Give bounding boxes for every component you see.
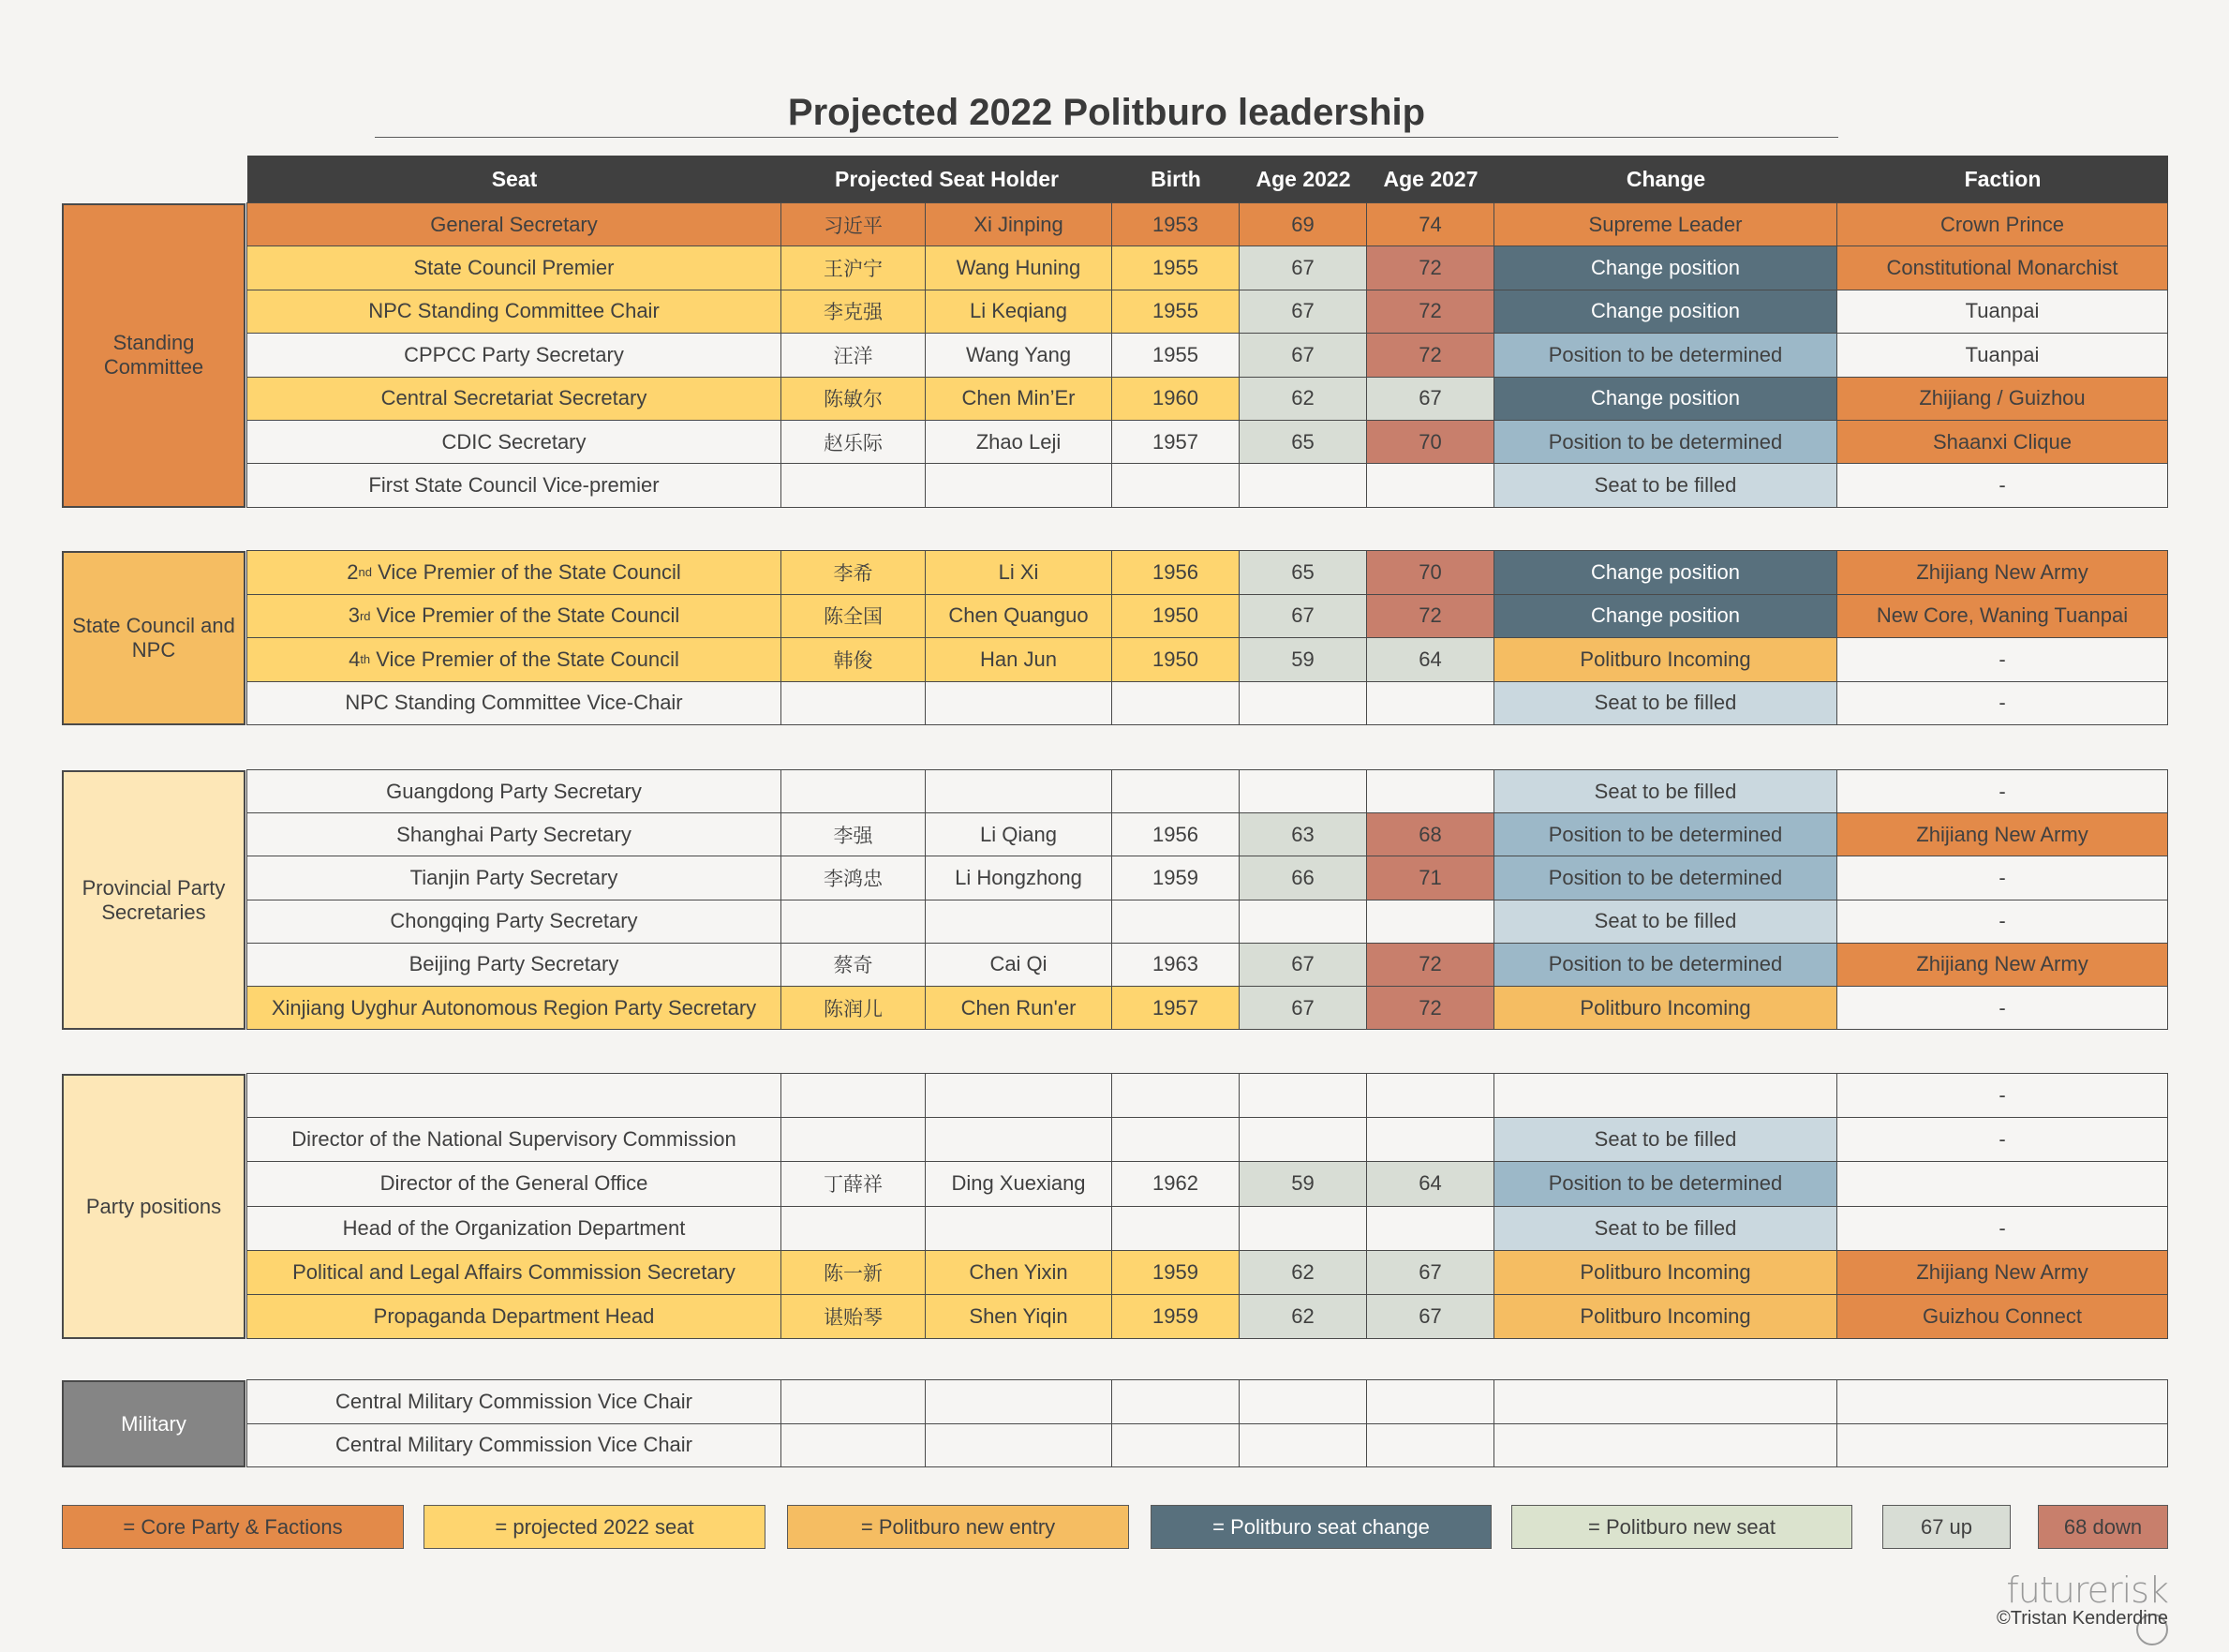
legend-item: = projected 2022 seat	[424, 1505, 765, 1549]
cell-faction: -	[1836, 769, 2168, 813]
table-row	[247, 900, 2168, 944]
cell-age-2027: 68	[1366, 812, 1494, 856]
cell-age-2022	[1239, 1073, 1367, 1118]
cell-birth: 1955	[1111, 333, 1240, 377]
legend-item: = Politburo seat change	[1151, 1505, 1492, 1549]
cell-age-2027: 74	[1366, 202, 1494, 246]
cell-seat: Political and Legal Affairs Commission Secretary	[246, 1250, 781, 1295]
cell-name-chinese: 李克强	[780, 290, 926, 334]
cell-age-2022	[1239, 769, 1367, 813]
cell-age-2027	[1366, 900, 1494, 944]
cell-age-2027: 71	[1366, 856, 1494, 900]
table-row	[247, 334, 2168, 377]
cell-seat: General Secretary	[246, 202, 781, 246]
cell-seat: Tianjin Party Secretary	[246, 856, 781, 900]
cell-age-2022: 65	[1239, 420, 1367, 464]
cell-age-2027: 72	[1366, 290, 1494, 334]
cell-age-2022: 67	[1239, 333, 1367, 377]
cell-birth: 1962	[1111, 1161, 1240, 1206]
cell-name-english: Han Jun	[925, 637, 1112, 682]
cell-name-chinese: 谌贻琴	[780, 1294, 926, 1339]
cell-name-chinese	[780, 1423, 926, 1468]
cell-name-chinese	[780, 1379, 926, 1424]
cell-change: Change position	[1493, 246, 1837, 290]
header-seat: Seat	[491, 167, 538, 191]
cell-age-2027	[1366, 463, 1494, 507]
cell-name-chinese	[780, 769, 926, 813]
table-row	[247, 770, 2168, 813]
cell-age-2027	[1366, 1117, 1494, 1162]
cell-age-2027	[1366, 1073, 1494, 1118]
cell-name-chinese: 汪洋	[780, 333, 926, 377]
cell-age-2022: 67	[1239, 986, 1367, 1030]
cell-name-chinese: 王沪宁	[780, 246, 926, 290]
cell-name-english	[925, 463, 1112, 507]
cell-change: Seat to be filled	[1493, 1206, 1837, 1251]
cell-name-english: Zhao Leji	[925, 420, 1112, 464]
header-change: Change	[1626, 167, 1706, 191]
cell-age-2027	[1366, 1423, 1494, 1468]
cell-seat: Beijing Party Secretary	[246, 943, 781, 987]
group-label: Provincial Party Secretaries	[62, 770, 245, 1030]
cell-change: Seat to be filled	[1493, 900, 1837, 944]
cell-name-chinese: 丁薛祥	[780, 1161, 926, 1206]
cell-name-english: Ding Xuexiang	[925, 1161, 1112, 1206]
cell-faction	[1836, 1161, 2168, 1206]
cell-birth: 1953	[1111, 202, 1240, 246]
cell-birth: 1955	[1111, 246, 1240, 290]
cell-age-2027	[1366, 681, 1494, 726]
cell-name-english: Li Xi	[925, 550, 1112, 595]
ordinal: 2	[347, 559, 359, 584]
cell-age-2027	[1366, 1206, 1494, 1251]
cell-age-2022: 62	[1239, 1294, 1367, 1339]
cell-seat	[246, 594, 781, 639]
cell-birth: 1956	[1111, 812, 1240, 856]
legend-item: = Core Party & Factions	[62, 1505, 404, 1549]
cell-birth	[1111, 1117, 1240, 1162]
cell-change: Change position	[1493, 377, 1837, 421]
group-label: Military	[62, 1380, 245, 1467]
cell-age-2027: 67	[1366, 1294, 1494, 1339]
cell-name-chinese: 李强	[780, 812, 926, 856]
group-provincial-party-secretaries	[62, 770, 2168, 1030]
cell-birth: 1957	[1111, 986, 1240, 1030]
cell-faction: Zhijiang New Army	[1836, 550, 2168, 595]
cell-age-2022: 67	[1239, 246, 1367, 290]
cell-age-2027	[1366, 769, 1494, 813]
cell-age-2022: 65	[1239, 550, 1367, 595]
cell-change	[1493, 1379, 1837, 1424]
legend-item: 68 down	[2038, 1505, 2168, 1549]
cell-name-chinese: 陈敏尔	[780, 377, 926, 421]
page-title: Projected 2022 Politburo leadership	[375, 86, 1838, 138]
cell-name-english: Wang Yang	[925, 333, 1112, 377]
ordinal: 4	[349, 647, 361, 671]
cell-age-2022: 67	[1239, 943, 1367, 987]
cell-name-english	[925, 1117, 1112, 1162]
group-standing-committee	[62, 203, 2168, 508]
table-row	[247, 1424, 2168, 1468]
cell-name-chinese: 韩俊	[780, 637, 926, 682]
cell-change: Seat to be filled	[1493, 1117, 1837, 1162]
cell-change: Position to be determined	[1493, 420, 1837, 464]
cell-name-english: Li Keqiang	[925, 290, 1112, 334]
table-row	[247, 1251, 2168, 1295]
cell-change: Politburo Incoming	[1493, 986, 1837, 1030]
cell-faction: Zhijiang / Guizhou	[1836, 377, 2168, 421]
legend-item: 67 up	[1882, 1505, 2011, 1549]
cell-faction: -	[1836, 1117, 2168, 1162]
cell-seat: Xinjiang Uyghur Autonomous Region Party Secretary	[246, 986, 781, 1030]
cell-age-2022: 59	[1239, 1161, 1367, 1206]
cell-name-english: Wang Huning	[925, 246, 1112, 290]
cell-faction: -	[1836, 1206, 2168, 1251]
header-faction: Faction	[1964, 167, 2042, 191]
cell-age-2027: 70	[1366, 420, 1494, 464]
cell-change: Position to be determined	[1493, 943, 1837, 987]
cell-birth: 1963	[1111, 943, 1240, 987]
cell-change: Change position	[1493, 290, 1837, 334]
header-seat-holder: Projected Seat Holder	[834, 167, 1060, 191]
cell-name-chinese: 赵乐际	[780, 420, 926, 464]
cell-faction: -	[1836, 986, 2168, 1030]
cell-faction: Zhijiang New Army	[1836, 943, 2168, 987]
cell-age-2022	[1239, 900, 1367, 944]
header-age-2027: Age 2027	[1383, 167, 1479, 191]
table-row	[247, 944, 2168, 987]
cell-seat: Central Secretariat Secretary	[246, 377, 781, 421]
cell-seat: Director of the General Office	[246, 1161, 781, 1206]
cell-seat: CPPCC Party Secretary	[246, 333, 781, 377]
cell-faction: Shaanxi Clique	[1836, 420, 2168, 464]
cell-name-english	[925, 1379, 1112, 1424]
cell-seat	[246, 1073, 781, 1118]
table-row	[247, 856, 2168, 900]
legend-item: = Politburo new seat	[1511, 1505, 1852, 1549]
cell-seat: NPC Standing Committee Vice-Chair	[246, 681, 781, 726]
table-row	[247, 1074, 2168, 1118]
cell-name-chinese: 李鸿忠	[780, 856, 926, 900]
cell-age-2022	[1239, 1423, 1367, 1468]
cell-name-chinese	[780, 463, 926, 507]
cell-seat: Propaganda Department Head	[246, 1294, 781, 1339]
futurerisk-logo	[1994, 1570, 2168, 1611]
cell-age-2027: 64	[1366, 1161, 1494, 1206]
group-party-positions	[62, 1074, 2168, 1339]
cell-age-2027: 70	[1366, 550, 1494, 595]
table-row	[247, 246, 2168, 290]
cell-age-2022	[1239, 681, 1367, 726]
cell-name-english: Li Qiang	[925, 812, 1112, 856]
cell-change	[1493, 1423, 1837, 1468]
cell-age-2022: 67	[1239, 290, 1367, 334]
cell-age-2027: 67	[1366, 377, 1494, 421]
cell-age-2022: 66	[1239, 856, 1367, 900]
cell-birth: 1955	[1111, 290, 1240, 334]
cell-seat: Guangdong Party Secretary	[246, 769, 781, 813]
table-row	[247, 987, 2168, 1030]
header-age-2022: Age 2022	[1256, 167, 1351, 191]
table-row	[247, 1380, 2168, 1424]
ordinal-suffix: rd	[359, 608, 371, 623]
cell-name-chinese	[780, 1206, 926, 1251]
table-row	[247, 1118, 2168, 1162]
cell-name-english: Shen Yiqin	[925, 1294, 1112, 1339]
cell-change: Seat to be filled	[1493, 681, 1837, 726]
cell-seat: Central Military Commission Vice Chair	[246, 1423, 781, 1468]
cell-change: Politburo Incoming	[1493, 637, 1837, 682]
ordinal-suffix: th	[360, 652, 371, 667]
cell-name-english	[925, 1423, 1112, 1468]
cell-seat: Head of the Organization Department	[246, 1206, 781, 1251]
cell-birth: 1960	[1111, 377, 1240, 421]
cell-faction: Tuanpai	[1836, 333, 2168, 377]
cell-name-english	[925, 1206, 1112, 1251]
cell-age-2027: 72	[1366, 943, 1494, 987]
cell-faction: -	[1836, 1073, 2168, 1118]
logo-text: futurerisk	[2006, 1570, 2168, 1611]
cell-seat: Director of the National Supervisory Commission	[246, 1117, 781, 1162]
cell-name-english	[925, 769, 1112, 813]
cell-age-2022: 63	[1239, 812, 1367, 856]
seat-text: Vice Premier of the State Council	[370, 603, 680, 628]
cell-birth	[1111, 1073, 1240, 1118]
cell-faction: -	[1836, 900, 2168, 944]
cell-faction: Zhijiang New Army	[1836, 812, 2168, 856]
cell-seat: First State Council Vice-premier	[246, 463, 781, 507]
cell-name-english: Cai Qi	[925, 943, 1112, 987]
cell-birth	[1111, 1423, 1240, 1468]
cell-faction: -	[1836, 681, 2168, 726]
cell-faction: -	[1836, 463, 2168, 507]
cell-faction: -	[1836, 637, 2168, 682]
cell-name-english: Chen Run'er	[925, 986, 1112, 1030]
cell-age-2022	[1239, 1206, 1367, 1251]
table-row	[247, 203, 2168, 246]
cell-name-english: Chen Yixin	[925, 1250, 1112, 1295]
table-row	[247, 595, 2168, 639]
cell-faction: Tuanpai	[1836, 290, 2168, 334]
cell-change	[1493, 1073, 1837, 1118]
cell-birth	[1111, 1206, 1240, 1251]
table-row	[247, 421, 2168, 464]
cell-change: Position to be determined	[1493, 812, 1837, 856]
cell-seat: Shanghai Party Secretary	[246, 812, 781, 856]
cell-seat: NPC Standing Committee Chair	[246, 290, 781, 334]
cell-age-2022: 67	[1239, 594, 1367, 639]
cell-age-2027	[1366, 1379, 1494, 1424]
cell-name-chinese	[780, 1073, 926, 1118]
cell-faction	[1836, 1379, 2168, 1424]
cell-birth	[1111, 769, 1240, 813]
cell-name-english	[925, 681, 1112, 726]
cell-name-english: Xi Jinping	[925, 202, 1112, 246]
cell-birth: 1950	[1111, 594, 1240, 639]
table-row	[247, 464, 2168, 507]
cell-age-2022: 59	[1239, 637, 1367, 682]
cell-name-english: Chen Min’Er	[925, 377, 1112, 421]
header-birth: Birth	[1151, 167, 1201, 191]
cell-name-english	[925, 900, 1112, 944]
cell-name-chinese: 陈润儿	[780, 986, 926, 1030]
seat-text: Vice Premier of the State Council	[370, 647, 679, 671]
cell-seat	[246, 550, 781, 595]
cell-seat: Central Military Commission Vice Chair	[246, 1379, 781, 1424]
cell-name-chinese	[780, 900, 926, 944]
legend-item: = Politburo new entry	[787, 1505, 1129, 1549]
cell-faction: Crown Prince	[1836, 202, 2168, 246]
cell-faction: Guizhou Connect	[1836, 1294, 2168, 1339]
cell-faction: New Core, Waning Tuanpai	[1836, 594, 2168, 639]
cell-age-2022: 62	[1239, 1250, 1367, 1295]
cell-change: Seat to be filled	[1493, 463, 1837, 507]
cell-seat	[246, 637, 781, 682]
cell-change: Politburo Incoming	[1493, 1250, 1837, 1295]
cell-name-chinese	[780, 1117, 926, 1162]
cell-faction: Zhijiang New Army	[1836, 1250, 2168, 1295]
cell-name-chinese: 陈一新	[780, 1250, 926, 1295]
cell-change: Politburo Incoming	[1493, 1294, 1837, 1339]
cell-age-2022: 62	[1239, 377, 1367, 421]
cell-birth: 1950	[1111, 637, 1240, 682]
cell-age-2027: 72	[1366, 333, 1494, 377]
cell-birth: 1956	[1111, 550, 1240, 595]
cell-name-chinese: 蔡奇	[780, 943, 926, 987]
cell-name-chinese: 习近平	[780, 202, 926, 246]
cell-change: Position to be determined	[1493, 856, 1837, 900]
cell-age-2022	[1239, 463, 1367, 507]
cell-change: Supreme Leader	[1493, 202, 1837, 246]
cell-age-2022: 69	[1239, 202, 1367, 246]
cell-age-2027: 64	[1366, 637, 1494, 682]
ordinal: 3	[348, 603, 360, 628]
cell-birth: 1959	[1111, 1250, 1240, 1295]
copyright-credit: ©Tristan Kenderdine	[1997, 1608, 2168, 1629]
table-row	[247, 682, 2168, 726]
cell-seat: CDIC Secretary	[246, 420, 781, 464]
cell-name-english: Li Hongzhong	[925, 856, 1112, 900]
group-label: State Council and NPC	[62, 551, 245, 725]
cell-birth	[1111, 900, 1240, 944]
cell-change: Change position	[1493, 594, 1837, 639]
cell-faction: Constitutional Monarchist	[1836, 246, 2168, 290]
cell-change: Position to be determined	[1493, 1161, 1837, 1206]
table-row	[247, 290, 2168, 334]
table-header	[247, 156, 2168, 203]
cell-change: Position to be determined	[1493, 333, 1837, 377]
cell-age-2022	[1239, 1379, 1367, 1424]
table-row	[247, 638, 2168, 682]
cell-name-english	[925, 1073, 1112, 1118]
table-row	[247, 1207, 2168, 1251]
table-row	[247, 813, 2168, 856]
cell-birth: 1959	[1111, 1294, 1240, 1339]
seat-text: Vice Premier of the State Council	[371, 559, 681, 584]
table-row	[247, 378, 2168, 421]
cell-age-2022	[1239, 1117, 1367, 1162]
cell-name-english: Chen Quanguo	[925, 594, 1112, 639]
cell-change: Change position	[1493, 550, 1837, 595]
group-military	[62, 1380, 2168, 1467]
table-row	[247, 551, 2168, 595]
ordinal-suffix: nd	[358, 565, 372, 580]
cell-age-2027: 72	[1366, 594, 1494, 639]
table-row	[247, 1295, 2168, 1339]
table-row	[247, 1162, 2168, 1206]
cell-birth: 1959	[1111, 856, 1240, 900]
cell-faction: -	[1836, 856, 2168, 900]
cell-seat: State Council Premier	[246, 246, 781, 290]
cell-birth	[1111, 463, 1240, 507]
group-state-council-and-npc	[62, 551, 2168, 725]
group-label: Party positions	[62, 1074, 245, 1339]
cell-age-2027: 72	[1366, 246, 1494, 290]
cell-seat: Chongqing Party Secretary	[246, 900, 781, 944]
cell-name-chinese: 李希	[780, 550, 926, 595]
cell-name-chinese	[780, 681, 926, 726]
cell-birth	[1111, 1379, 1240, 1424]
cell-name-chinese: 陈全国	[780, 594, 926, 639]
cell-faction	[1836, 1423, 2168, 1468]
cell-change: Seat to be filled	[1493, 769, 1837, 813]
cell-age-2027: 67	[1366, 1250, 1494, 1295]
cell-age-2027: 72	[1366, 986, 1494, 1030]
group-label: Standing Committee	[62, 203, 245, 508]
cell-birth: 1957	[1111, 420, 1240, 464]
cell-birth	[1111, 681, 1240, 726]
